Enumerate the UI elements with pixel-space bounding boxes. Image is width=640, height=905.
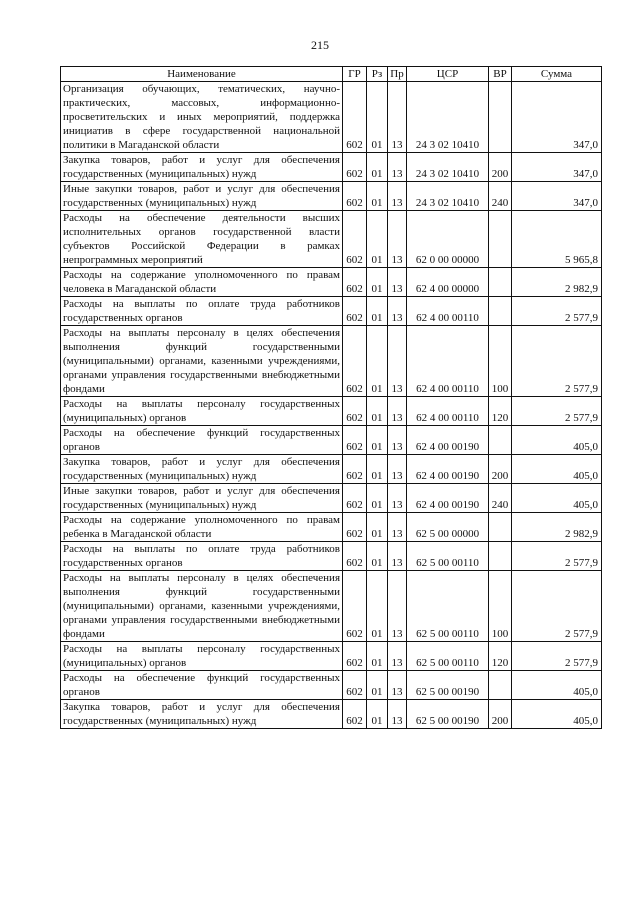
row-name: Расходы на выплаты персоналу в целях обеспечения выполнения функций государственными (муниципальными) органами, казенными учреждениями, органами управления государственными внебюджетными фондами [61, 326, 343, 397]
row-rz: 01 [367, 82, 388, 153]
table-row [61, 82, 602, 153]
row-pr: 13 [388, 455, 407, 484]
row-sum: 347,0 [512, 82, 602, 153]
row-sum: 405,0 [512, 700, 602, 729]
row-name: Расходы на выплаты персоналу государственных (муниципальных) органов [61, 397, 343, 426]
row-csr: 24 3 02 10410 [407, 182, 489, 211]
row-gr: 602 [343, 268, 367, 297]
row-csr: 62 4 00 00110 [407, 326, 489, 397]
row-sum: 405,0 [512, 484, 602, 513]
row-gr: 602 [343, 211, 367, 268]
row-name: Организация обучающих, тематических, научно-практических, массовых, информационно-просветительских и иных мероприятий, поддержка инициатив в сфере государственной национальной политики в Магаданской области [61, 82, 343, 153]
row-rz: 01 [367, 671, 388, 700]
row-pr: 13 [388, 182, 407, 211]
row-pr: 13 [388, 326, 407, 397]
row-csr: 62 0 00 00000 [407, 211, 489, 268]
row-vr: 100 [489, 326, 512, 397]
table-row [61, 153, 602, 182]
row-sum: 405,0 [512, 455, 602, 484]
row-gr: 602 [343, 700, 367, 729]
row-pr: 13 [388, 542, 407, 571]
row-sum: 405,0 [512, 426, 602, 455]
row-name: Закупка товаров, работ и услуг для обеспечения государственных (муниципальных) нужд [61, 455, 343, 484]
row-csr: 62 5 00 00110 [407, 571, 489, 642]
row-name: Расходы на выплаты персоналу в целях обеспечения выполнения функций государственными (муниципальными) органами, казенными учреждениями, органами управления государственными внебюджетными фондами [61, 571, 343, 642]
row-csr: 62 5 00 00190 [407, 700, 489, 729]
row-csr: 62 5 00 00000 [407, 513, 489, 542]
header-csr: ЦСР [407, 67, 489, 82]
table-row [61, 211, 602, 268]
row-vr: 240 [489, 182, 512, 211]
row-rz: 01 [367, 513, 388, 542]
table-row [61, 182, 602, 211]
row-sum: 2 577,9 [512, 542, 602, 571]
row-name: Расходы на выплаты по оплате труда работников государственных органов [61, 297, 343, 326]
table-row [61, 484, 602, 513]
row-csr: 62 4 00 00110 [407, 297, 489, 326]
row-vr [489, 211, 512, 268]
row-vr [489, 671, 512, 700]
table-row [61, 455, 602, 484]
row-vr [489, 268, 512, 297]
row-csr: 62 5 00 00110 [407, 542, 489, 571]
row-gr: 602 [343, 326, 367, 397]
row-gr: 602 [343, 484, 367, 513]
table-body [61, 82, 602, 729]
table-row [61, 513, 602, 542]
row-vr: 200 [489, 455, 512, 484]
row-csr: 62 4 00 00000 [407, 268, 489, 297]
row-vr [489, 82, 512, 153]
row-csr: 62 4 00 00110 [407, 397, 489, 426]
row-pr: 13 [388, 671, 407, 700]
row-gr: 602 [343, 642, 367, 671]
row-name: Иные закупки товаров, работ и услуг для обеспечения государственных (муниципальных) нужд [61, 182, 343, 211]
row-pr: 13 [388, 700, 407, 729]
row-rz: 01 [367, 153, 388, 182]
header-rz: Рз [367, 67, 388, 82]
row-gr: 602 [343, 455, 367, 484]
row-rz: 01 [367, 211, 388, 268]
row-sum: 347,0 [512, 182, 602, 211]
header-sum: Сумма [512, 67, 602, 82]
table-row [61, 326, 602, 397]
table-row [61, 268, 602, 297]
row-name: Иные закупки товаров, работ и услуг для обеспечения государственных (муниципальных) нужд [61, 484, 343, 513]
row-rz: 01 [367, 182, 388, 211]
row-sum: 2 982,9 [512, 268, 602, 297]
budget-table [60, 66, 602, 729]
row-gr: 602 [343, 513, 367, 542]
row-name: Расходы на выплаты по оплате труда работников государственных органов [61, 542, 343, 571]
row-pr: 13 [388, 426, 407, 455]
table-row [61, 397, 602, 426]
row-csr: 62 5 00 00190 [407, 671, 489, 700]
row-pr: 13 [388, 268, 407, 297]
row-name: Закупка товаров, работ и услуг для обеспечения государственных (муниципальных) нужд [61, 700, 343, 729]
table-header [61, 67, 602, 82]
header-gr: ГР [343, 67, 367, 82]
row-sum: 2 577,9 [512, 297, 602, 326]
row-name: Расходы на обеспечение функций государственных органов [61, 671, 343, 700]
row-gr: 602 [343, 671, 367, 700]
row-vr [489, 426, 512, 455]
row-vr: 100 [489, 571, 512, 642]
row-rz: 01 [367, 542, 388, 571]
row-vr: 120 [489, 397, 512, 426]
row-name: Расходы на выплаты персоналу государственных (муниципальных) органов [61, 642, 343, 671]
row-vr [489, 513, 512, 542]
row-pr: 13 [388, 513, 407, 542]
row-vr [489, 542, 512, 571]
row-csr: 62 5 00 00110 [407, 642, 489, 671]
header-pr: Пр [388, 67, 407, 82]
row-gr: 602 [343, 153, 367, 182]
row-sum: 2 982,9 [512, 513, 602, 542]
row-rz: 01 [367, 397, 388, 426]
row-sum: 2 577,9 [512, 397, 602, 426]
header-vr: ВР [489, 67, 512, 82]
row-gr: 602 [343, 542, 367, 571]
row-pr: 13 [388, 211, 407, 268]
row-csr: 62 4 00 00190 [407, 455, 489, 484]
row-vr: 240 [489, 484, 512, 513]
row-pr: 13 [388, 297, 407, 326]
row-gr: 602 [343, 297, 367, 326]
row-name: Расходы на обеспечение деятельности высших исполнительных органов государственной власти субъектов Российской Федерации в рамках непрограммных мероприятий [61, 211, 343, 268]
row-vr [489, 297, 512, 326]
row-sum: 5 965,8 [512, 211, 602, 268]
table-row [61, 700, 602, 729]
row-csr: 62 4 00 00190 [407, 484, 489, 513]
row-csr: 24 3 02 10410 [407, 153, 489, 182]
row-gr: 602 [343, 182, 367, 211]
row-rz: 01 [367, 700, 388, 729]
row-pr: 13 [388, 484, 407, 513]
row-gr: 602 [343, 426, 367, 455]
row-pr: 13 [388, 642, 407, 671]
table-row [61, 642, 602, 671]
row-sum: 405,0 [512, 671, 602, 700]
row-vr: 120 [489, 642, 512, 671]
row-csr: 24 3 02 10410 [407, 82, 489, 153]
row-vr: 200 [489, 153, 512, 182]
row-rz: 01 [367, 426, 388, 455]
row-pr: 13 [388, 571, 407, 642]
table-row [61, 426, 602, 455]
header-name: Наименование [61, 67, 343, 82]
table-row [61, 542, 602, 571]
row-name: Закупка товаров, работ и услуг для обеспечения государственных (муниципальных) нужд [61, 153, 343, 182]
table-row [61, 571, 602, 642]
row-name: Расходы на содержание уполномоченного по правам ребенка в Магаданской области [61, 513, 343, 542]
row-gr: 602 [343, 82, 367, 153]
row-gr: 602 [343, 571, 367, 642]
row-rz: 01 [367, 455, 388, 484]
row-sum: 2 577,9 [512, 642, 602, 671]
table-row [61, 671, 602, 700]
row-rz: 01 [367, 642, 388, 671]
row-csr: 62 4 00 00190 [407, 426, 489, 455]
row-sum: 2 577,9 [512, 326, 602, 397]
row-vr: 200 [489, 700, 512, 729]
row-rz: 01 [367, 484, 388, 513]
page-number: 215 [311, 38, 329, 52]
row-gr: 602 [343, 397, 367, 426]
row-pr: 13 [388, 397, 407, 426]
row-name: Расходы на содержание уполномоченного по правам человека в Магаданской области [61, 268, 343, 297]
row-rz: 01 [367, 571, 388, 642]
table-row [61, 297, 602, 326]
row-name: Расходы на обеспечение функций государственных органов [61, 426, 343, 455]
row-pr: 13 [388, 153, 407, 182]
row-rz: 01 [367, 326, 388, 397]
row-pr: 13 [388, 82, 407, 153]
row-rz: 01 [367, 268, 388, 297]
row-sum: 347,0 [512, 153, 602, 182]
row-sum: 2 577,9 [512, 571, 602, 642]
row-rz: 01 [367, 297, 388, 326]
